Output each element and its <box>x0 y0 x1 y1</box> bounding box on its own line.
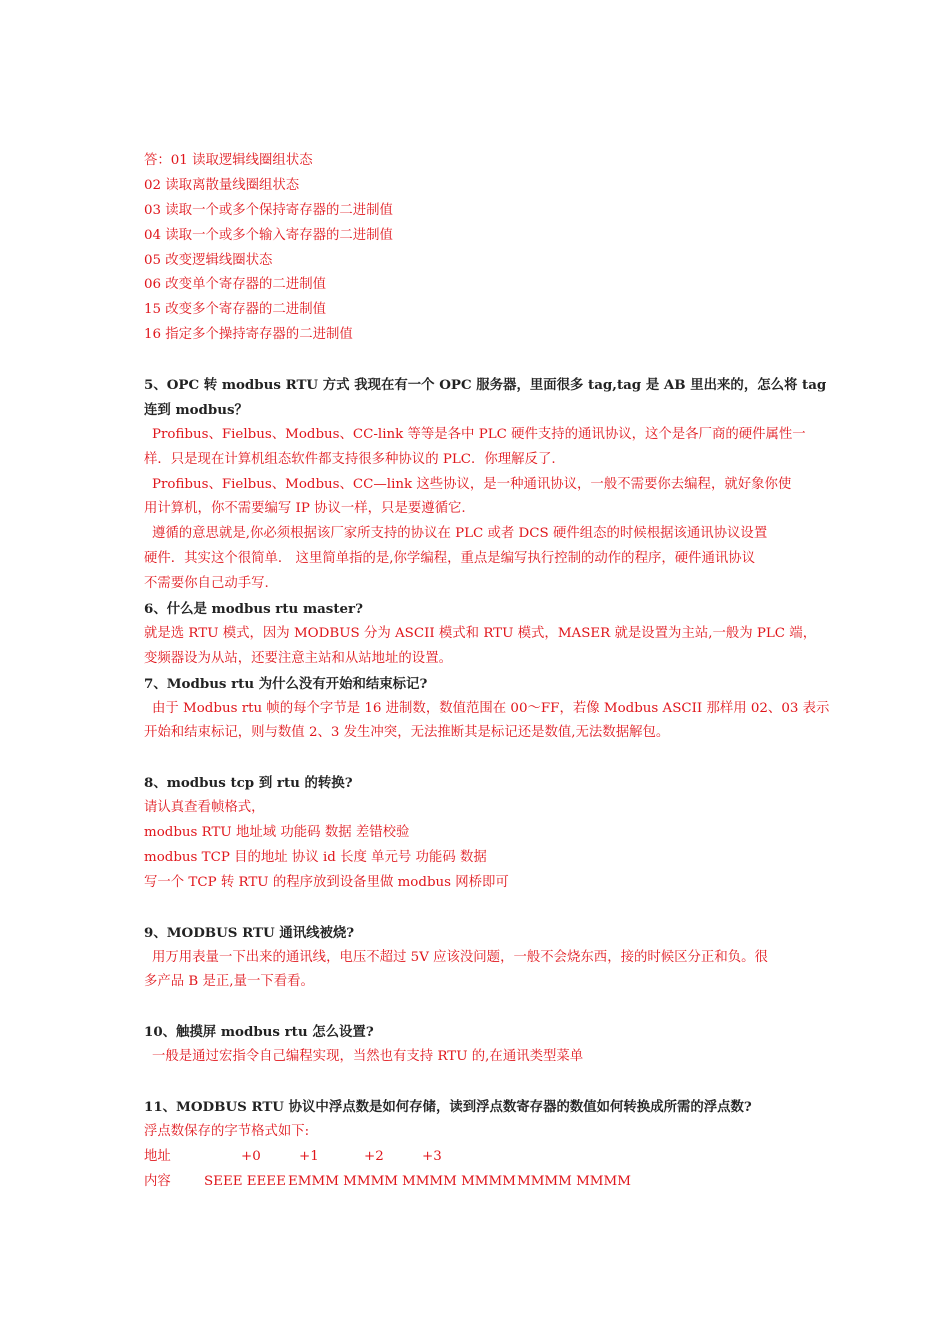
address-label: 地址 <box>144 1148 171 1164</box>
document-body <box>144 149 830 1194</box>
blank-line <box>144 995 812 1020</box>
content-byte: EMMM MMMM <box>288 1173 399 1189</box>
address-offset: +3 <box>422 1148 442 1164</box>
float-address-row <box>144 1145 812 1170</box>
content-byte: MMMM MMMM <box>402 1173 516 1189</box>
question-7-answer: 由于 Modbus rtu 帧的每个字节是 16 进制数，数值范围在 00～FF，若像 Modbus ASCII 那样用 02、03 表示 <box>152 700 830 716</box>
answer-line: 04 读取一个或多个输入寄存器的二进制值 <box>144 227 393 243</box>
question-8-answer: modbus TCP 目的地址 协议 id 长度 单元号 功能码 数据 <box>144 849 487 865</box>
question-9-answer: 用万用表量一下出来的通讯线，电压不超过 5V 应该没问题，一般不会烧东西，接的时候区分正和负。很 <box>152 949 768 965</box>
question-8-answer: modbus RTU 地址域 功能码 数据 差错校验 <box>144 825 410 841</box>
blank-line <box>144 348 812 373</box>
content-byte: SEEE EEEE <box>204 1173 286 1189</box>
function-code-list <box>144 149 812 348</box>
question-5-answer: 不需要你自己动手写. <box>144 576 269 592</box>
answer-line: 15 改变多个寄存器的二进制值 <box>144 302 326 318</box>
question-9-title: 9、MODBUS RTU 通讯线被烧? <box>144 924 355 941</box>
question-7-title: 7、Modbus rtu 为什么没有开始和结束标记? <box>144 675 428 692</box>
address-offset: +0 <box>241 1148 261 1164</box>
answer-line: 06 改变单个寄存器的二进制值 <box>144 277 326 293</box>
blank-line <box>144 1070 812 1095</box>
question-5-title-cont: 连到 modbus？ <box>144 401 248 418</box>
question-8-title: 8、modbus tcp 到 rtu 的转换? <box>144 775 353 792</box>
answer-line: 03 读取一个或多个保持寄存器的二进制值 <box>144 202 393 218</box>
answer-line: 答：01 读取逻辑线圈组状态 <box>144 153 313 168</box>
question-5-answer: 硬件．其实这个很简单． 这里简单指的是,你学编程，重点是编写执行控制的动作的程序，硬件通讯协议 <box>144 551 756 567</box>
content-byte: MMMM MMMM <box>517 1173 631 1189</box>
question-5-answer: Profibus、Fielbus、Modbus、CC-link 等等是各中 PLC 硬件支持的通讯协议，这个是各厂商的硬件属性一 <box>152 426 806 442</box>
answer-line: 16 指定多个操持寄存器的二进制值 <box>144 327 353 343</box>
question-10-answer: 一般是通过宏指令自己编程实现，当然也有支持 RTU 的,在通讯类型菜单 <box>152 1049 584 1065</box>
question-8-answer: 写一个 TCP 转 RTU 的程序放到设备里做 modbus 网桥即可 <box>144 874 509 890</box>
question-6-answer: 就是选 RTU 模式，因为 MODBUS 分为 ASCII 模式和 RTU 模式，MASER 就是设置为主站,一般为 PLC 端， <box>144 625 817 641</box>
address-offset: +1 <box>299 1148 319 1164</box>
question-11-title: 11、MODBUS RTU 协议中浮点数是如何存储，读到浮点数寄存器的数值如何转换成所需的浮点数? <box>144 1098 752 1115</box>
question-5-answer: 样．只是现在计算机组态软件都支持很多种协议的 PLC．你理解反了. <box>144 451 556 467</box>
question-5-answer: 用计算机，你不需要编写 IP 协议一样，只是要遵循它. <box>144 501 466 517</box>
answer-line: 05 改变逻辑线圈状态 <box>144 252 273 268</box>
question-8-answer: 请认真查看帧格式， <box>144 800 265 816</box>
question-6-answer: 变频器设为从站，还要注意主站和从站地址的设置。 <box>144 650 452 666</box>
blank-line <box>144 896 812 921</box>
question-10-title: 10、触摸屏 modbus rtu 怎么设置? <box>144 1024 374 1041</box>
question-5-title: 5、OPC 转 modbus RTU 方式 我现在有一个 OPC 服务器，里面很多 tag,tag 是 AB 里出来的，怎么将 tag <box>144 377 827 394</box>
question-9-answer: 多产品 B 是正,量一下看看。 <box>144 974 314 990</box>
question-11-answer: 浮点数保存的字节格式如下: <box>144 1123 310 1139</box>
question-5-answer: Profibus、Fielbus、Modbus、CC—link 这些协议，是一种通讯协议，一般不需要你去编程，就好象你使 <box>152 476 792 492</box>
float-content-row <box>144 1170 812 1195</box>
blank-line <box>144 746 812 771</box>
question-7-answer: 开始和结束标记，则与数值 2、3 发生冲突，无法推断其是标记还是数值,无法数据解包。 <box>144 725 670 741</box>
question-5-answer: 遵循的意思就是,你必须根据该厂家所支持的协议在 PLC 或者 DCS 硬件组态的时候根据该通讯协议设置 <box>152 526 768 542</box>
address-offset: +2 <box>364 1148 384 1164</box>
answer-line: 02 读取离散量线圈组状态 <box>144 177 300 193</box>
question-6-title: 6、什么是 modbus rtu master? <box>144 601 363 618</box>
content-label: 内容 <box>144 1173 171 1189</box>
